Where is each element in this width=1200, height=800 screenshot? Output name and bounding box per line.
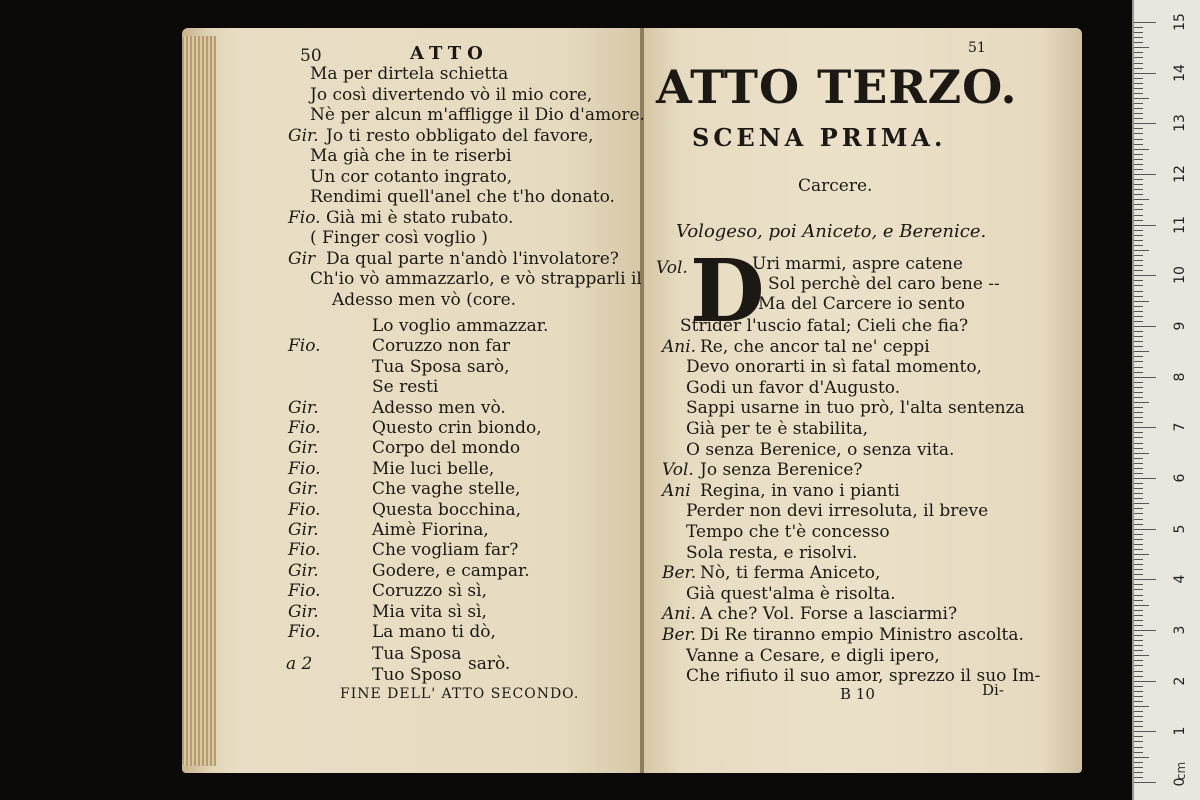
ruler-tick <box>1134 747 1143 748</box>
ruler-tick <box>1134 503 1149 504</box>
speaker-label: Gir. <box>288 560 319 581</box>
ruler-tick <box>1134 275 1156 276</box>
verse-line: Tempo che t'è concesso <box>686 522 890 542</box>
ruler-tick <box>1134 220 1143 221</box>
ruler-tick <box>1134 93 1143 94</box>
verse-line: Che vaghe stelle, <box>372 479 521 500</box>
verse-line: Un cor cotanto ingrato, <box>310 166 513 187</box>
speaker-label: Vol. <box>662 460 694 481</box>
ruler-tick <box>1134 660 1143 661</box>
ruler-label: 13 <box>1172 114 1188 133</box>
ruler-tick <box>1134 306 1143 307</box>
ruler-tick <box>1134 372 1143 373</box>
a2-label: a 2 <box>286 654 313 674</box>
ruler-tick <box>1134 706 1149 707</box>
catchword: Di- <box>982 681 1004 699</box>
ruler-tick <box>1134 356 1143 357</box>
ruler-tick <box>1134 777 1143 778</box>
ruler-tick <box>1134 579 1156 580</box>
ruler-tick <box>1134 463 1143 464</box>
ruler-tick <box>1134 311 1143 312</box>
ruler-label: 9 <box>1172 321 1188 331</box>
speaker-label: Ani <box>662 480 691 501</box>
scene-title: SCENA PRIMA. <box>692 123 947 152</box>
ruler-tick <box>1134 757 1149 758</box>
ruler-tick <box>1134 83 1143 84</box>
ruler-tick <box>1134 240 1143 241</box>
verse-line: Coruzzo non far <box>372 336 510 357</box>
left-page-number: 50 <box>300 46 322 66</box>
page-edges <box>182 36 216 766</box>
ruler-tick <box>1134 235 1143 236</box>
verse-line: ( Finger così voglio ) <box>310 228 488 248</box>
ruler-label: 2 <box>1172 676 1188 686</box>
speaker-label: Ber. <box>662 625 697 645</box>
ruler-tick <box>1134 488 1143 489</box>
verse-line: Jo così divertendo vò il mio core, <box>310 84 593 105</box>
ruler-tick <box>1134 199 1149 200</box>
verse-line: Jo senza Berenice? <box>700 460 863 481</box>
ruler-label: 5 <box>1172 524 1188 534</box>
ruler-tick <box>1134 397 1143 398</box>
ruler-tick <box>1134 52 1143 53</box>
verse-line: Godere, e campar. <box>372 560 530 581</box>
speaker-label: Ani. <box>662 604 697 625</box>
ruler-tick <box>1134 519 1143 520</box>
speaker-label: Fio. <box>288 540 321 561</box>
ruler-tick <box>1134 559 1143 560</box>
verse-line: Che vogliam far? <box>372 540 519 561</box>
ruler-tick <box>1134 524 1143 525</box>
ruler-tick <box>1134 118 1143 119</box>
ruler-tick <box>1134 225 1156 226</box>
ruler-label: 10 <box>1172 266 1188 285</box>
drop-cap: D <box>690 241 765 342</box>
ruler-tick <box>1134 113 1143 114</box>
ruler-tick <box>1134 620 1143 621</box>
verse-line: La mano ti dò, <box>372 622 496 642</box>
ruler-tick <box>1134 382 1143 383</box>
ruler-tick <box>1134 554 1149 555</box>
act-title: ATTO TERZO. <box>656 60 1018 114</box>
verse-line: Re, che ancor tal ne' ceppi <box>700 336 930 357</box>
ruler-tick <box>1134 296 1143 297</box>
ruler-tick <box>1134 123 1156 124</box>
ruler-tick <box>1134 453 1149 454</box>
ruler-tick <box>1134 544 1143 545</box>
ruler-tick <box>1134 665 1143 666</box>
verse-line: Ma per dirtela schietta <box>310 64 509 84</box>
ruler-tick <box>1134 291 1143 292</box>
ruler-tick <box>1134 204 1143 205</box>
verse-line: Devo onorarti in sì fatal momento, <box>686 357 982 378</box>
speaker-label: Fio. <box>288 336 321 357</box>
ruler-tick <box>1134 448 1143 449</box>
ruler-tick <box>1134 209 1143 210</box>
ruler-tick <box>1134 255 1143 256</box>
verse-line: Ma già che in te riserbi <box>310 146 512 166</box>
ruler-tick <box>1134 671 1143 672</box>
verse-line: Di Re tiranno empio Ministro ascolta. <box>700 625 1024 645</box>
ruler-tick <box>1134 73 1156 74</box>
ruler-tick <box>1134 640 1143 641</box>
ruler-label: 15 <box>1172 13 1188 31</box>
ruler-tick <box>1134 250 1149 251</box>
ruler-tick <box>1134 285 1143 286</box>
speaker-label: Gir. <box>288 438 319 459</box>
ruler-tick <box>1134 716 1143 717</box>
speaker-label: Gir. <box>288 479 319 500</box>
ruler-tick <box>1134 174 1156 175</box>
ruler-tick <box>1134 726 1143 727</box>
ruler-tick <box>1134 301 1149 302</box>
ruler-tick <box>1134 265 1143 266</box>
speaker-label: Gir. <box>288 125 319 146</box>
verse-line: Aimè Fiorina, <box>372 520 489 540</box>
ruler-label: 12 <box>1172 165 1188 183</box>
verse-line: Questa bocchina, <box>372 499 522 520</box>
ruler-tick <box>1134 731 1156 732</box>
ruler-tick <box>1134 194 1143 195</box>
ruler-tick <box>1134 103 1143 104</box>
ruler-tick <box>1134 78 1143 79</box>
ruler-tick <box>1134 635 1143 636</box>
ruler-tick <box>1134 443 1143 444</box>
ruler-tick <box>1134 529 1156 530</box>
ruler-tick <box>1134 133 1143 134</box>
ruler-tick <box>1134 762 1143 763</box>
ruler-tick <box>1134 32 1143 33</box>
speaker-label: Fio. <box>288 622 321 642</box>
scale-ruler <box>1132 0 1200 800</box>
ruler-tick <box>1134 589 1143 590</box>
ruler-tick <box>1134 326 1156 327</box>
ruler-tick <box>1134 513 1143 514</box>
speaker-label: Fio. <box>288 458 321 479</box>
drop-line-3: Ma del Carcere io sento <box>758 294 966 314</box>
ruler-tick <box>1134 341 1143 342</box>
speaker-label: Gir. <box>288 520 319 540</box>
ruler-label: 14 <box>1172 63 1188 82</box>
verse-line: Sappi usarne in tuo prò, l'alta sentenza <box>686 398 1025 419</box>
ruler-tick <box>1134 645 1143 646</box>
speaker-label: Gir. <box>288 397 319 418</box>
ruler-tick <box>1134 721 1143 722</box>
ruler-tick <box>1134 432 1143 433</box>
ruler-tick <box>1134 549 1143 550</box>
verse-line: Jo ti resto obbligato del favore, <box>326 125 594 146</box>
ruler-tick <box>1134 595 1143 596</box>
ruler-tick <box>1134 534 1143 535</box>
ruler-tick <box>1134 169 1143 170</box>
ruler-tick <box>1134 473 1143 474</box>
verse-line: Vanne a Cesare, e digli ipero, <box>686 645 940 666</box>
ruler-tick <box>1134 37 1143 38</box>
speaker-label: Fio. <box>288 581 321 602</box>
ruler-tick <box>1134 215 1143 216</box>
verse-line: Da qual parte n'andò l'involatore? <box>326 248 619 269</box>
verse-line: Nò, ti ferma Aniceto, <box>700 563 881 584</box>
ruler-tick <box>1134 498 1143 499</box>
ruler-tick <box>1134 27 1143 28</box>
ruler-tick <box>1134 407 1143 408</box>
ruler-tick <box>1134 696 1143 697</box>
ruler-tick <box>1134 245 1143 246</box>
verse-line: A che? Vol. Forse a lasciarmi? <box>700 604 958 625</box>
verse-line: Regina, in vano i pianti <box>700 480 900 501</box>
ruler-tick <box>1134 230 1143 231</box>
left-footer: FINE DELL' ATTO SECONDO. <box>340 686 580 702</box>
verse-line: Mia vita sì sì, <box>372 601 487 622</box>
ruler-label: 6 <box>1172 473 1188 483</box>
ruler-tick <box>1134 630 1156 631</box>
speaker-label: Ani. <box>662 336 697 357</box>
verse-line: Coruzzo sì sì, <box>372 581 487 602</box>
a2-line-1: Tua Sposa <box>372 644 462 664</box>
ruler-tick <box>1134 483 1143 484</box>
ruler-tick <box>1134 412 1143 413</box>
ruler-label: 4 <box>1172 574 1188 584</box>
ruler-label: 7 <box>1172 422 1188 432</box>
scene-cast: Vologeso, poi Aniceto, e Berenice. <box>676 221 987 242</box>
ruler-tick <box>1134 361 1143 362</box>
ruler-tick <box>1134 752 1143 753</box>
speaker-label: Fio. <box>288 207 321 228</box>
ruler-label: 3 <box>1172 625 1188 635</box>
verse-line: Già quest'alma è risolta. <box>686 583 896 604</box>
ruler-tick <box>1134 610 1143 611</box>
verse-line: Che rifiuto il suo amor, sprezzo il suo Im- <box>686 666 1041 687</box>
ruler-tick <box>1134 437 1143 438</box>
ruler-tick <box>1134 772 1143 773</box>
ruler-tick <box>1134 767 1143 768</box>
ruler-tick <box>1134 564 1143 565</box>
verse-line: Corpo del mondo <box>372 438 521 459</box>
ruler-tick <box>1134 260 1143 261</box>
ruler-tick <box>1134 402 1149 403</box>
ruler-tick <box>1134 681 1156 682</box>
ruler-tick <box>1134 164 1143 165</box>
ruler-tick <box>1134 417 1143 418</box>
ruler-tick <box>1134 691 1143 692</box>
ruler-tick <box>1134 159 1143 160</box>
ruler-tick <box>1134 493 1143 494</box>
ruler-tick <box>1134 711 1143 712</box>
ruler-tick <box>1134 346 1143 347</box>
ruler-tick <box>1134 336 1143 337</box>
ruler-tick <box>1134 574 1143 575</box>
ruler-tick <box>1134 736 1143 737</box>
verse-line: Ch'io vò ammazzarlo, e vò strapparli il <box>310 269 642 289</box>
ruler-tick <box>1134 701 1143 702</box>
ruler-label: 8 <box>1172 372 1188 382</box>
ruler-tick <box>1134 68 1143 69</box>
verse-line: Nè per alcun m'affligge il Dio d'amore. <box>310 105 645 125</box>
ruler-tick <box>1134 625 1143 626</box>
verse-line: Adesso men vò (core. <box>332 289 517 310</box>
verse-line: Questo crin biondo, <box>372 418 542 438</box>
ruler-tick <box>1134 331 1143 332</box>
verse-line: Lo voglio ammazzar. <box>372 316 549 336</box>
verse-line: Adesso men vò. <box>372 397 506 418</box>
verse-line: Rendimi quell'anel che t'ho donato. <box>310 187 615 207</box>
ruler-tick <box>1134 427 1156 428</box>
ruler-tick <box>1134 741 1143 742</box>
a2-verb: sarò. <box>468 654 511 674</box>
ruler-tick <box>1134 351 1149 352</box>
ruler-tick <box>1134 280 1143 281</box>
first-speaker: Vol. <box>656 258 688 278</box>
ruler-tick <box>1134 458 1143 459</box>
ruler-tick <box>1134 650 1143 651</box>
a2-line-2: Tuo Sposo <box>372 665 462 685</box>
ruler-tick <box>1134 584 1143 585</box>
ruler-tick <box>1134 316 1143 317</box>
ruler-tick <box>1134 508 1143 509</box>
verse-line: Già per te è stabilita, <box>686 419 869 439</box>
ruler-tick <box>1134 139 1143 140</box>
ruler-tick <box>1134 686 1143 687</box>
scene-setting: Carcere. <box>798 176 873 196</box>
ruler-tick <box>1134 42 1143 43</box>
ruler-label: 0 <box>1172 777 1188 787</box>
ruler-tick <box>1134 270 1143 271</box>
ruler-tick <box>1134 144 1143 145</box>
ruler-tick <box>1134 478 1156 479</box>
ruler-tick <box>1134 422 1143 423</box>
verse-line: Se resti <box>372 377 439 398</box>
verse-line: Godi un favor d'Augusto. <box>686 377 901 398</box>
ruler-tick <box>1134 605 1149 606</box>
verse-line: Sola resta, e risolvi. <box>686 542 858 563</box>
ruler-tick <box>1134 676 1143 677</box>
ruler-tick <box>1134 47 1149 48</box>
ruler-tick <box>1134 22 1156 23</box>
speaker-label: Gir <box>288 248 316 269</box>
ruler-tick <box>1134 189 1143 190</box>
verse-line: Strider l'uscio fatal; Cieli che fia? <box>680 316 969 336</box>
verse-line: O senza Berenice, o senza vita. <box>686 439 955 460</box>
ruler-tick <box>1134 57 1143 58</box>
right-page-number: 51 <box>968 40 986 56</box>
ruler-tick <box>1134 377 1156 378</box>
ruler-tick <box>1134 108 1143 109</box>
ruler-tick <box>1134 468 1143 469</box>
speaker-label: Gir. <box>288 601 319 622</box>
verse-line: Mie luci belle, <box>372 458 495 479</box>
ruler-tick <box>1134 782 1156 783</box>
ruler-unit: cm <box>1174 761 1189 781</box>
ruler-tick <box>1134 179 1143 180</box>
ruler-tick <box>1134 367 1143 368</box>
ruler-tick <box>1134 539 1143 540</box>
ruler-tick <box>1134 98 1149 99</box>
verse-line: Tua Sposa sarò, <box>372 356 510 377</box>
ruler-tick <box>1134 321 1143 322</box>
book-gutter <box>640 28 644 773</box>
signature-mark: B 10 <box>840 685 875 703</box>
ruler-tick <box>1134 600 1143 601</box>
drop-line-1: Uri marmi, aspre catene <box>752 254 963 274</box>
ruler-tick <box>1134 128 1143 129</box>
drop-line-2: Sol perchè del caro bene -- <box>768 274 1000 294</box>
verse-line: Perder non devi irresoluta, il breve <box>686 501 989 522</box>
ruler-tick <box>1134 392 1143 393</box>
ruler-tick <box>1134 88 1143 89</box>
verse-line: Già mi è stato rubato. <box>326 207 514 228</box>
speaker-label: Fio. <box>288 418 321 438</box>
ruler-tick <box>1134 149 1149 150</box>
ruler-label: 11 <box>1172 215 1188 234</box>
ruler-tick <box>1134 615 1143 616</box>
ruler-tick <box>1134 387 1143 388</box>
left-running-head: ATTO <box>410 43 489 64</box>
ruler-tick <box>1134 63 1143 64</box>
speaker-label: Fio. <box>288 499 321 520</box>
ruler-tick <box>1134 569 1143 570</box>
ruler-tick <box>1134 655 1149 656</box>
speaker-label: Ber. <box>662 563 697 584</box>
ruler-tick <box>1134 184 1143 185</box>
ruler-tick <box>1134 154 1143 155</box>
ruler-label: 1 <box>1172 726 1188 736</box>
